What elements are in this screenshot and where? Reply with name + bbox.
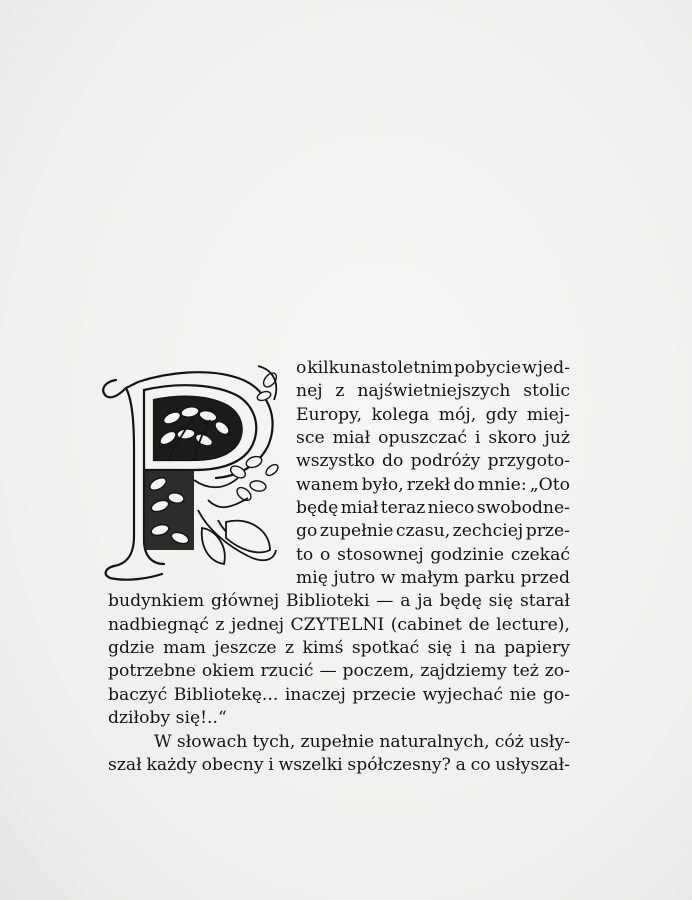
text-line: dziłoby się!..“ bbox=[108, 708, 227, 729]
text-line: nej z najświetniejszych stolic bbox=[296, 381, 570, 402]
text-line: Europy, kolega mój, gdy miej- bbox=[296, 404, 570, 425]
bleed-through-text bbox=[108, 38, 668, 104]
text-line: to o stosownej godzinie czekać bbox=[296, 544, 570, 565]
text-line: będę miał teraz nieco swobodne- bbox=[296, 498, 570, 519]
text-line: budynkiem głównej Biblioteki — a ja będę się starał bbox=[108, 591, 570, 612]
text-line: potrzebne okiem rzucić — poczem, zajdziemy też zo- bbox=[108, 661, 570, 682]
text-line: go zupełnie czasu, zechciej prze- bbox=[296, 521, 570, 542]
text-line: szał każdy obecny i wszelki spółczesny? a co usłyszał- bbox=[108, 754, 570, 775]
text-line: wanem było, rzekł do mnie: „Oto bbox=[296, 474, 570, 495]
text-line: W słowach tych, zupełnie naturalnych, cóż usły- bbox=[154, 731, 570, 752]
text-line: wszystko do podróży przygoto- bbox=[296, 451, 570, 472]
body-text bbox=[108, 357, 570, 777]
text-line: mię jutro w małym parku przed bbox=[296, 568, 570, 589]
text-line: sce miał opuszczać i skoro już bbox=[296, 428, 570, 449]
text-line: gdzie mam jeszcze z kimś spotkać się i na papiery bbox=[108, 638, 570, 659]
text-line: baczyć Bibliotekę... inaczej przecie wyjechać nie go- bbox=[108, 684, 570, 705]
text-line: o kilkunastoletnim pobycie w jed- bbox=[296, 358, 570, 378]
text-line: nadbiegnąć z jednej CZYTELNI (cabinet de lecture), bbox=[108, 614, 570, 635]
